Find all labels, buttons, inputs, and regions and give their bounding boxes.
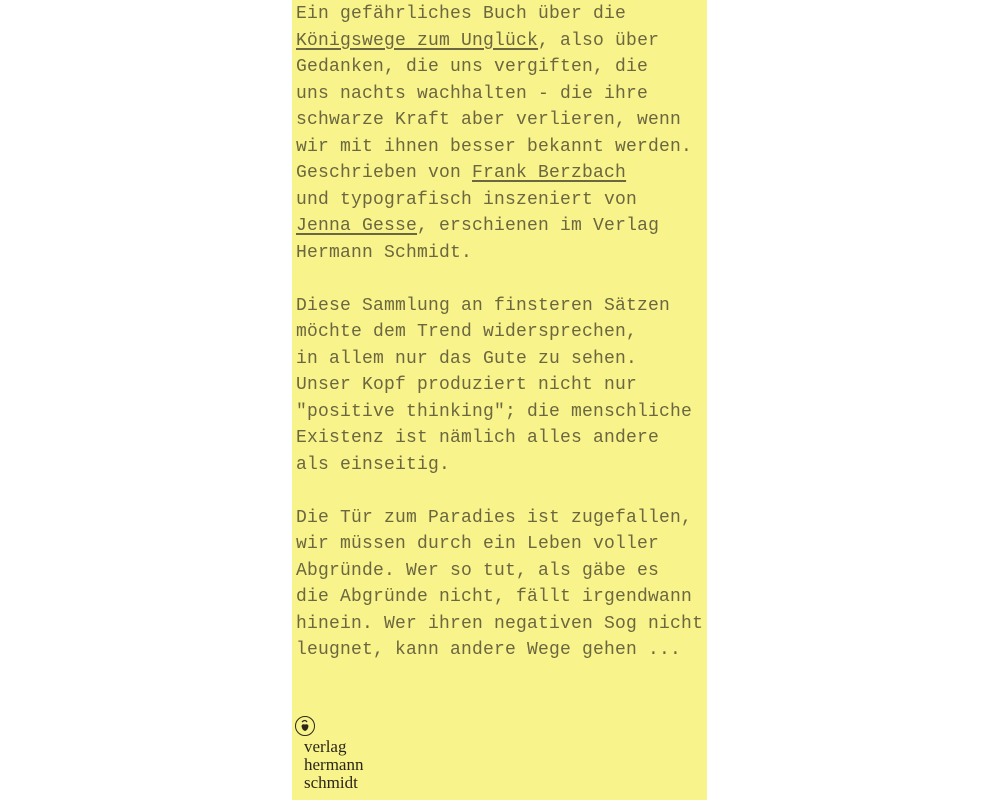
- text-segment: Hermann Schmidt.: [296, 242, 473, 263]
- text-segment: hinein. Wer ihren negativen Sog nicht: [296, 613, 704, 634]
- underlined-name: Jenna Gesse: [296, 216, 418, 236]
- blank-line: [296, 266, 703, 293]
- text-segment: , erschienen im Verlag: [417, 216, 660, 236]
- text-line: [296, 584, 703, 611]
- text-segment: Diese Sammlung an finsteren Sätzen: [296, 295, 671, 316]
- text-segment: uns nachts wachhalten - die ihre: [296, 83, 649, 104]
- text-segment: als einseitig.: [296, 454, 451, 475]
- blank-line: [296, 478, 703, 505]
- text-line: [296, 637, 703, 664]
- text-line: [296, 160, 703, 187]
- text-segment: Geschrieben von: [296, 163, 473, 183]
- text-segment: die Abgründe nicht, fällt irgendwann: [296, 587, 693, 607]
- text-segment: wir mit ihnen besser bekannt werden.: [296, 136, 693, 157]
- text-line: [296, 372, 703, 399]
- text-line: [296, 107, 703, 134]
- text-line: [296, 81, 703, 108]
- text-line: [296, 452, 703, 479]
- text-line: [296, 1, 703, 28]
- text-segment: leugnet, kann andere Wege gehen ...: [296, 640, 682, 660]
- text-line: [296, 319, 703, 346]
- text-segment: Ein gefährliches Buch über die: [296, 4, 627, 24]
- text-line: [296, 399, 703, 426]
- text-line: [296, 187, 703, 214]
- text-line: [296, 293, 703, 320]
- text-line: [296, 213, 703, 240]
- text-line: [296, 611, 703, 638]
- text-line: [296, 505, 703, 532]
- text-line: [296, 346, 703, 373]
- publisher-logo-icon: [295, 716, 315, 736]
- text-line: [296, 28, 703, 55]
- text-segment: schwarze Kraft aber verlieren, wenn: [296, 110, 682, 130]
- text-line: [296, 54, 703, 81]
- text-segment: und typografisch inszeniert von: [296, 189, 638, 210]
- text-segment: Unser Kopf produziert nicht nur: [296, 375, 638, 395]
- text-segment: wir müssen durch ein Leben voller: [296, 534, 660, 554]
- underlined-name: Königswege zum Unglück: [296, 30, 539, 51]
- underlined-name: Frank Berzbach: [472, 163, 627, 183]
- text-segment: Die Tür zum Paradies ist zugefallen,: [296, 507, 693, 528]
- text-segment: "positive thinking"; die menschliche: [296, 401, 693, 422]
- text-segment: in allem nur das Gute zu sehen.: [296, 348, 638, 369]
- publisher-name-line: schmidt: [304, 773, 358, 792]
- text-segment: Existenz ist nämlich alles andere: [296, 428, 660, 448]
- text-segment: Gedanken, die uns vergiften, die: [296, 57, 649, 77]
- text-line: [296, 558, 703, 585]
- text-segment: möchte dem Trend widersprechen,: [296, 322, 638, 342]
- publisher-name-line: verlag: [304, 737, 347, 756]
- text-segment: , also über: [538, 30, 660, 51]
- text-segment: Abgründe. Wer so tut, als gäbe es: [296, 560, 660, 581]
- text-line: [296, 134, 703, 161]
- text-line: [296, 531, 703, 558]
- blurb-text: [296, 1, 703, 664]
- publisher-name-line: hermann: [304, 755, 364, 774]
- text-line: [296, 240, 703, 267]
- text-line: [296, 425, 703, 452]
- publisher-logo: [295, 716, 363, 792]
